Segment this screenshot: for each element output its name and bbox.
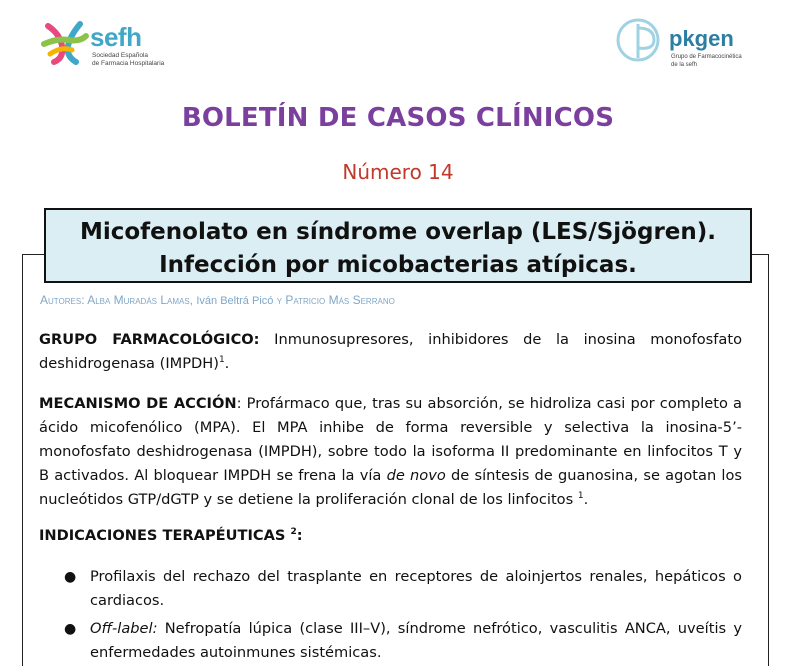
bullet-icon: ●	[64, 569, 77, 585]
issue-number: Número 14	[342, 160, 454, 184]
pkgen-logo-icon	[614, 14, 668, 68]
mecanismo-label: MECANISMO DE ACCIÓN	[39, 395, 237, 412]
indicaciones-label: INDICACIONES TERAPÉUTICAS	[39, 527, 291, 544]
grupo-end: .	[224, 355, 230, 372]
pkgen-subtitle-line2: de la sefh	[671, 62, 698, 68]
case-title-line2: Infección por micobacterias atípicas.	[159, 252, 637, 278]
mecanismo-paragraph	[39, 392, 742, 512]
pkgen-subtitle-line1: Grupo de Farmacocinética	[671, 54, 742, 60]
bullet-text: Profilaxis del rechazo del trasplante en receptores de aloinjertos renales, hepáticos o cardiacos.	[90, 568, 742, 609]
authors-middle: Iván Beltrá Picó	[196, 295, 274, 307]
sefh-logo-icon	[40, 16, 90, 66]
grupo-paragraph	[39, 328, 742, 376]
mecanismo-end: .	[583, 491, 589, 508]
indicaciones-ref: 2	[290, 527, 297, 538]
bulletin-title: BOLETÍN DE CASOS CLÍNICOS	[181, 103, 615, 133]
authors-label: Autores: Alba Muradás Lamas,	[40, 293, 197, 307]
bullet-icon: ●	[64, 621, 77, 637]
mecanismo-italic: de novo	[386, 467, 446, 484]
mecanismo-text2: de síntesis de guanosina, se agotan los nucleótidos GTP/dGTP y se detiene la proliferación clonal de los linfocitos	[39, 467, 743, 508]
indicaciones-list	[62, 565, 742, 666]
mecanismo-text1: : Profármaco que, tras su absorción, se hidroliza casi por completo a ácido micofenólico (MPA). El MPA inhibe de forma reversible y selectiva la inosina-5’-monofosfato deshidrogenasa (IMPDH), sobre todo la isoforma II predominante en linfocitos T y B activados. Al bloquear IMPDH se frena la vía	[39, 395, 742, 484]
authors	[40, 293, 395, 307]
bullet-italic: Off-label:	[90, 620, 158, 637]
case-title-line1: Micofenolato en síndrome overlap (LES/Sjögren).	[79, 219, 717, 245]
list-item	[62, 565, 742, 613]
indicaciones-heading	[39, 524, 742, 548]
bullet-text: Nefropatía lúpica (clase III–V), síndrome nefrótico, vasculitis ANCA, uveítis y enfermedades autoinmunes sistémicas.	[90, 620, 742, 661]
case-title-box	[44, 208, 752, 283]
sefh-logo	[40, 16, 190, 72]
sefh-subtitle-line1: Sociedad Española	[92, 52, 149, 59]
authors-rest: y Patricio Más Serrano	[273, 293, 395, 307]
pkgen-subtitle	[671, 53, 761, 69]
mecanismo-ref: 1	[577, 491, 584, 502]
sefh-subtitle	[92, 52, 202, 68]
pkgen-wordmark: pkgen	[669, 26, 734, 51]
grupo-label: GRUPO FARMACOLÓGICO:	[39, 331, 260, 348]
pkgen-logo	[614, 14, 764, 74]
list-item	[62, 617, 742, 665]
grupo-ref: 1	[218, 355, 225, 366]
grupo-text: Inmunosupresores, inhibidores de la inosina monofosfato deshidrogenasa (IMPDH)	[39, 331, 742, 372]
sefh-wordmark: sefh	[90, 22, 142, 52]
sefh-subtitle-line2: de Farmacia Hospitalaria	[92, 60, 165, 67]
indicaciones-end: :	[296, 527, 303, 544]
